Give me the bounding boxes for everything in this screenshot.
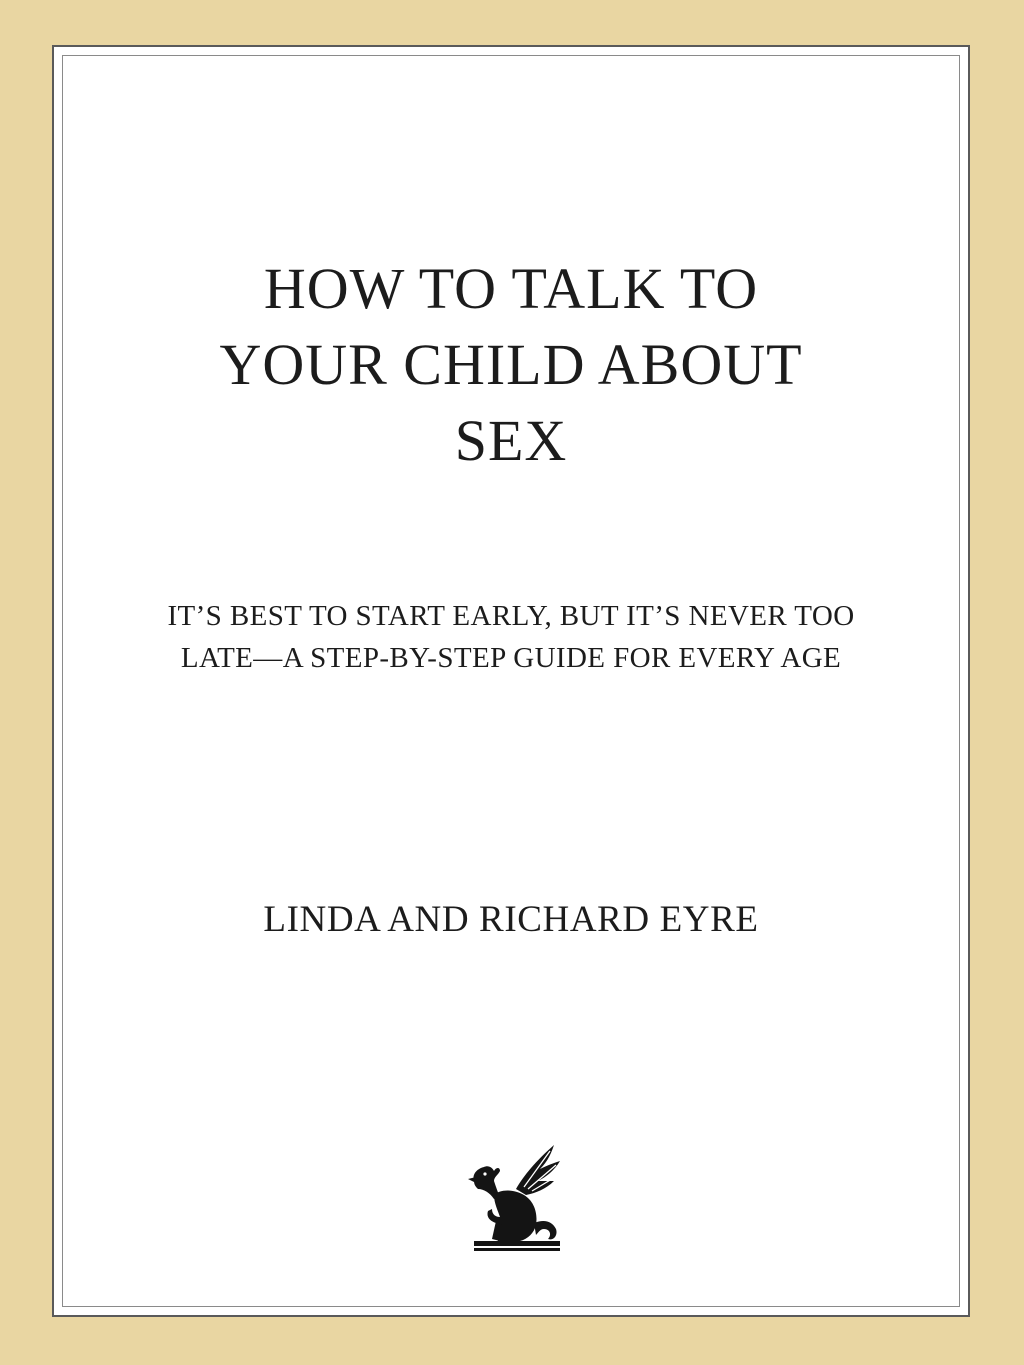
book-subtitle (54, 595, 968, 679)
subtitle-line-1: IT’S BEST TO START EARLY, BUT IT’S NEVER TOO (167, 600, 855, 632)
inner-border (62, 55, 960, 1307)
book-title (54, 251, 968, 479)
title-line-2: YOUR CHILD ABOUT (219, 332, 803, 397)
book-authors: LINDA AND RICHARD EYRE (263, 899, 759, 940)
title-line-3: SEX (454, 408, 568, 473)
title-page (52, 45, 970, 1317)
griffin-icon (454, 1137, 574, 1257)
title-line-1: HOW TO TALK TO (263, 256, 759, 321)
subtitle-line-2: LATE—A STEP-BY-STEP GUIDE FOR EVERY AGE (180, 642, 842, 674)
